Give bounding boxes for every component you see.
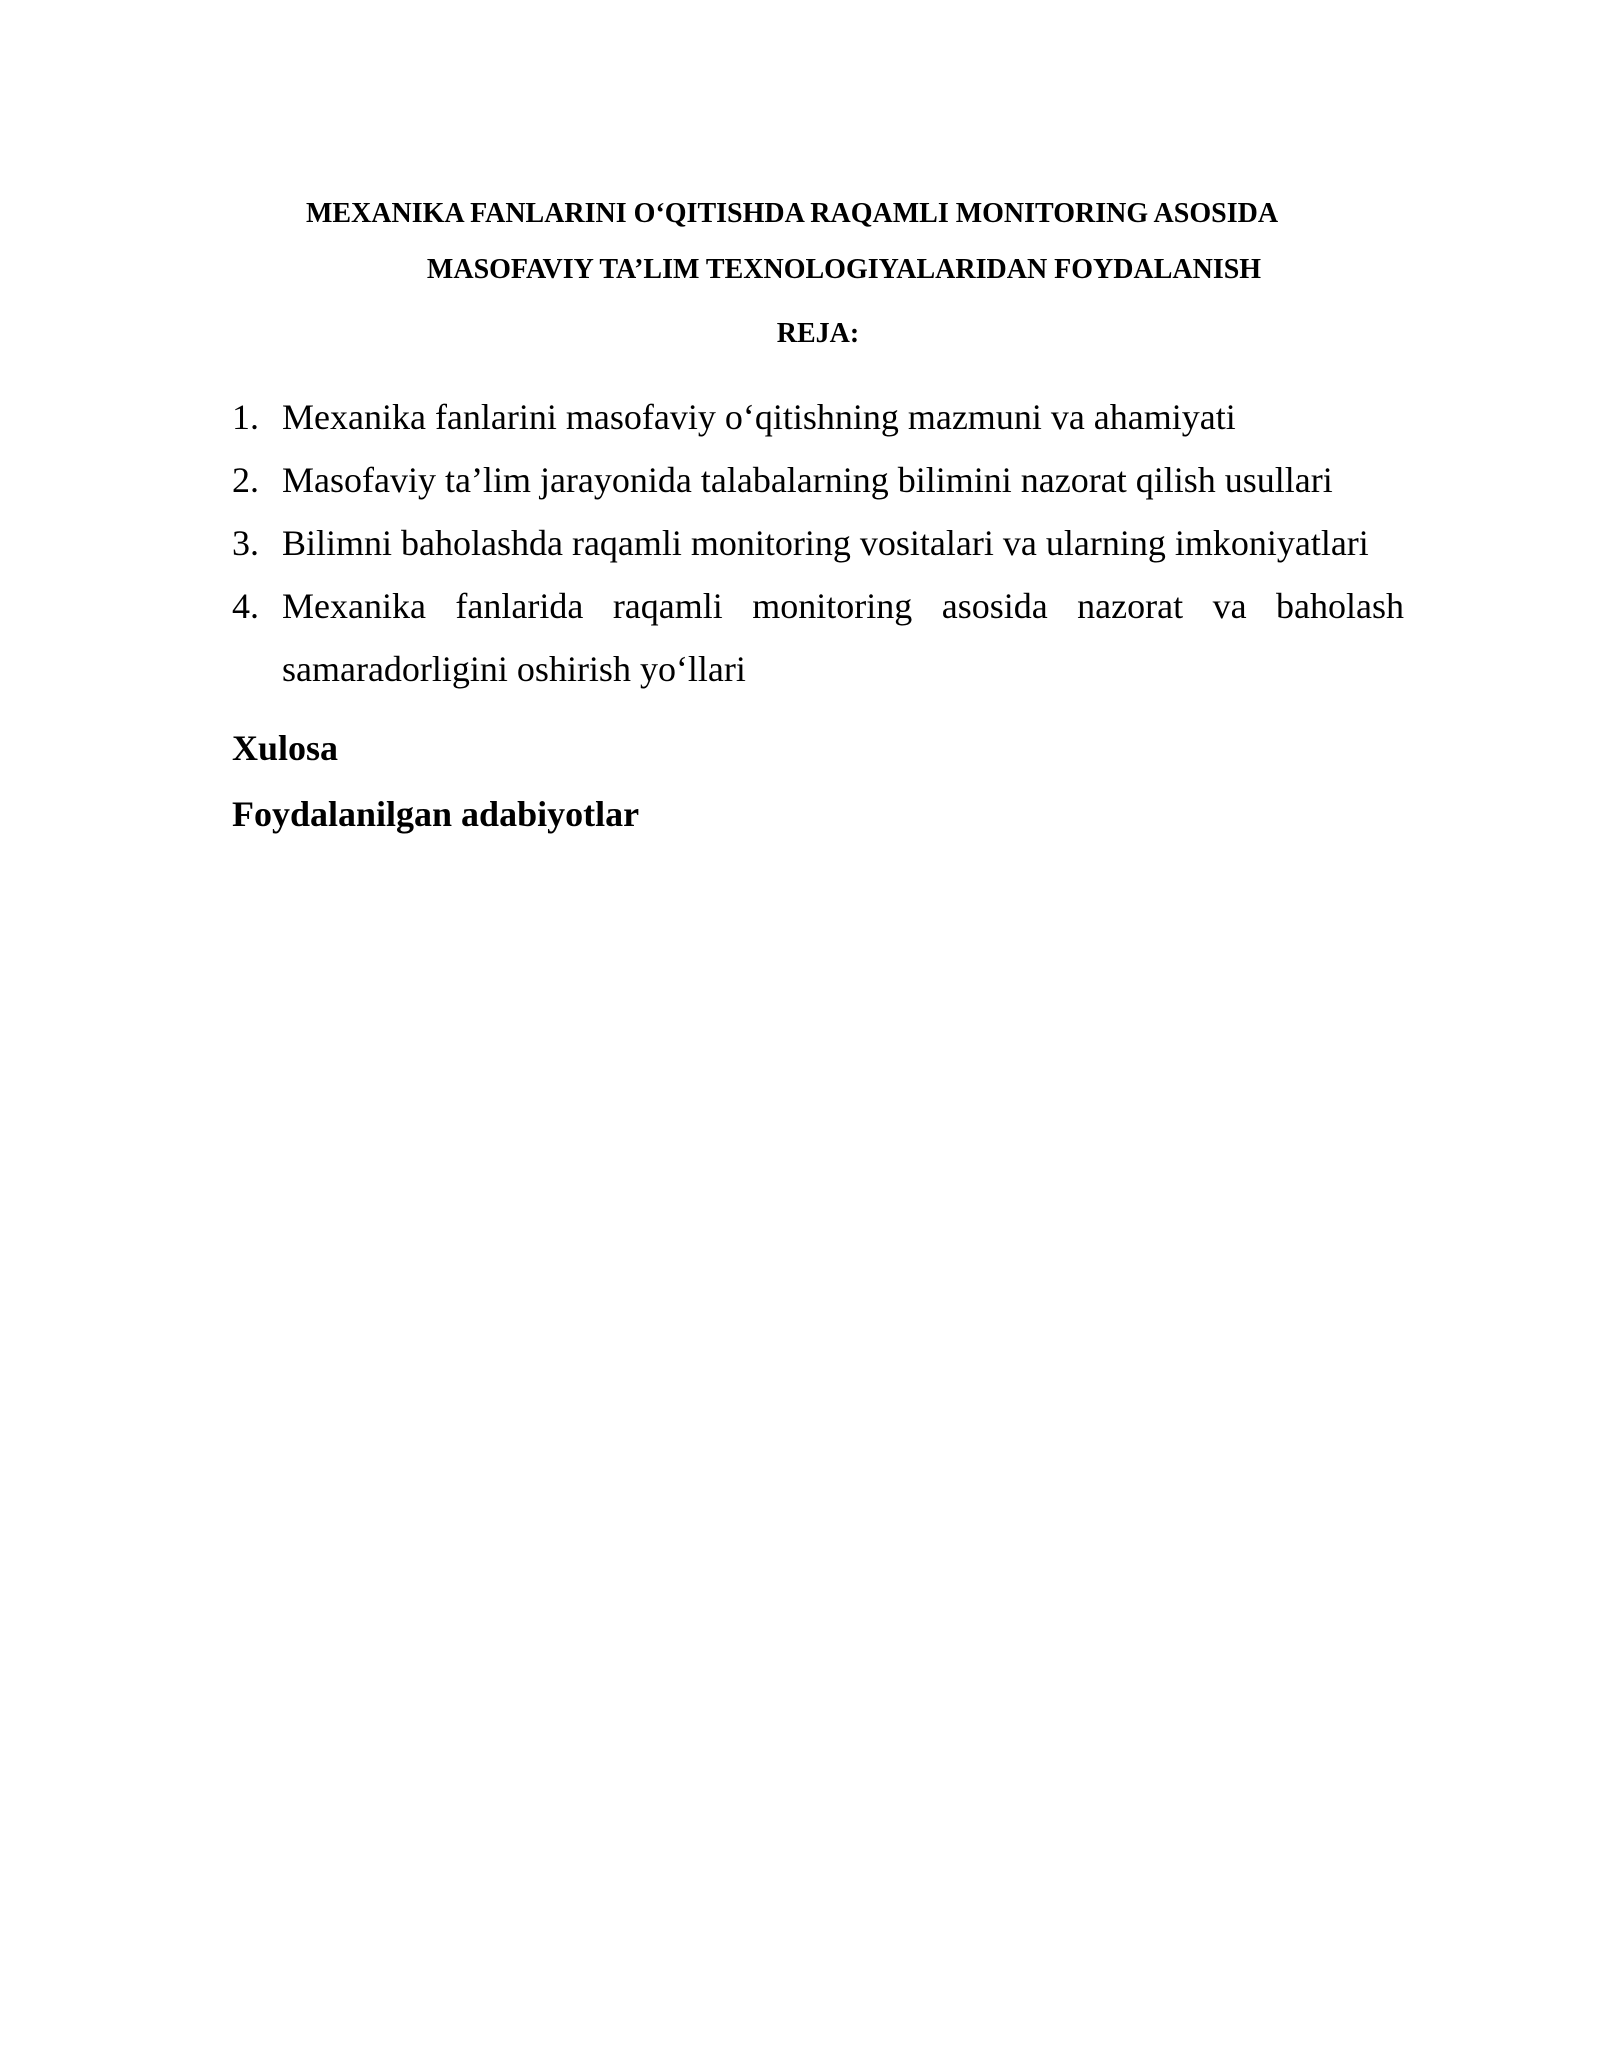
- conclusion-heading: Xulosa: [232, 728, 339, 768]
- plan-item-text: Masofaviy ta’lim jarayonida talabalarning bilimini nazorat qilish usullari: [282, 460, 1333, 500]
- title-line-2: MASOFAVIY TA’LIM TEXNOLOGIYALARIDAN FOYDALANISH: [426, 254, 1262, 285]
- plan-item-number: 4.: [232, 586, 259, 626]
- document-title: [232, 186, 1404, 298]
- plan-item-text: Bilimni baholashda raqamli monitoring vositalari va ularning imkoniyatlari: [282, 523, 1369, 563]
- plan-item-2: [232, 449, 1404, 512]
- title-line-1: MEXANIKA FANLARINI O‘QITISHDA RAQAMLI MONITORING ASOSIDA: [305, 198, 1279, 229]
- plan-item-text: Mexanika fanlarini masofaviy o‘qitishning mazmuni va ahamiyati: [282, 397, 1236, 437]
- plan-item-number: 2.: [232, 460, 259, 500]
- plan-item-3: [232, 512, 1404, 575]
- plan-item-number: 3.: [232, 523, 259, 563]
- plan-heading: REJA:: [776, 318, 860, 349]
- plan-list: [232, 386, 1404, 701]
- plan-item-1: [232, 386, 1404, 449]
- plan-item-text-line-2: samaradorligini oshirish yo‘llari: [282, 649, 746, 689]
- references-heading: Foydalanilgan adabiyotlar: [232, 794, 640, 834]
- plan-item-text-line-1: Mexanika fanlarida raqamli monitoring asosida nazorat va baholash: [282, 586, 1404, 626]
- plan-item-number: 1.: [232, 397, 259, 437]
- plan-item-4: [232, 575, 1404, 701]
